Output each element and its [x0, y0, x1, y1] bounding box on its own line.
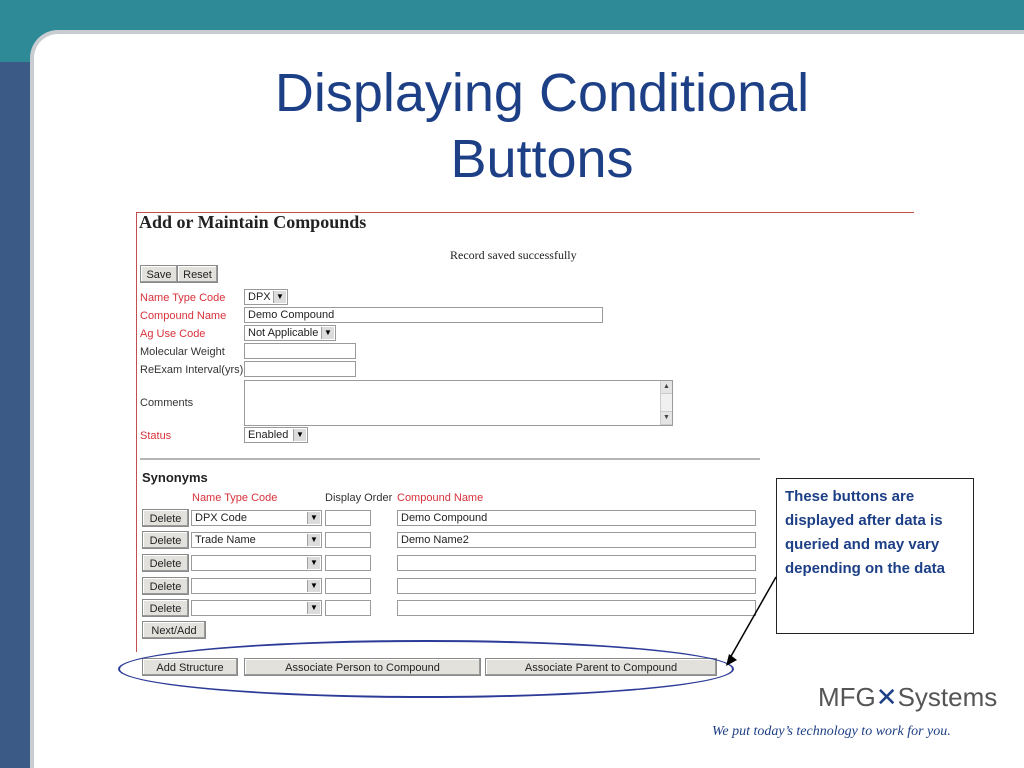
- associate-person-button[interactable]: Associate Person to Compound: [244, 658, 481, 676]
- name-type-code-value: DPX: [248, 291, 271, 303]
- chevron-down-icon: ▼: [307, 512, 320, 524]
- slide-title-line2: Buttons: [450, 129, 634, 189]
- next-add-button[interactable]: Next/Add: [142, 621, 206, 639]
- compound-name-label: Compound Name: [140, 310, 227, 322]
- synonyms-header-display-order: Display Order: [325, 492, 393, 504]
- synonym-name-type-value: Trade Name: [195, 534, 256, 546]
- scroll-down-icon[interactable]: ▼: [661, 411, 672, 425]
- synonym-delete-button[interactable]: Delete: [142, 554, 189, 572]
- synonyms-header-name-type: Name Type Code: [192, 492, 278, 504]
- synonyms-header-compound-name: Compound Name: [397, 492, 484, 504]
- save-button[interactable]: Save: [140, 265, 178, 283]
- add-structure-button[interactable]: Add Structure: [142, 658, 238, 676]
- synonym-delete-button[interactable]: Delete: [142, 531, 189, 549]
- associate-parent-button[interactable]: Associate Parent to Compound: [485, 658, 717, 676]
- status-value: Enabled: [248, 429, 289, 441]
- chevron-down-icon: ▼: [321, 327, 334, 339]
- synonym-name-type-value: DPX Code: [195, 512, 247, 524]
- logo-swirl-icon: ✕: [875, 682, 898, 712]
- synonym-delete-button[interactable]: Delete: [142, 509, 189, 527]
- synonyms-title: Synonyms: [142, 470, 208, 485]
- chevron-down-icon: ▼: [307, 602, 320, 614]
- status-label: Status: [140, 430, 172, 442]
- synonym-compound-name-input[interactable]: Demo Compound: [397, 510, 756, 526]
- save-message: Record saved successfully: [450, 248, 577, 262]
- chevron-down-icon: ▼: [307, 580, 320, 592]
- chevron-down-icon: ▼: [293, 429, 306, 441]
- compound-name-input[interactable]: Demo Compound: [244, 307, 603, 323]
- ag-use-code-value: Not Applicable: [248, 327, 319, 339]
- synonym-delete-button[interactable]: Delete: [142, 599, 189, 617]
- molecular-weight-label: Molecular Weight: [140, 346, 225, 358]
- logo-mfg: MFG: [818, 682, 876, 712]
- logo-systems: Systems: [897, 682, 998, 712]
- comments-label: Comments: [140, 397, 194, 409]
- chevron-down-icon: ▼: [273, 291, 286, 303]
- synonym-delete-button[interactable]: Delete: [142, 577, 189, 595]
- reset-button[interactable]: Reset: [177, 265, 218, 283]
- reexam-interval-label: ReExam Interval(yrs): [140, 364, 244, 376]
- slide-title-line1: Displaying Conditional: [274, 63, 810, 123]
- company-tagline: We put today’s technology to work for you.: [712, 724, 951, 739]
- ag-use-code-label: Ag Use Code: [140, 328, 206, 340]
- synonym-compound-name-input[interactable]: Demo Name2: [397, 532, 756, 548]
- scroll-up-icon[interactable]: ▲: [661, 381, 672, 394]
- name-type-code-label: Name Type Code: [140, 292, 226, 304]
- callout-box: These buttons are displayed after data is queried and may vary depending on the data: [776, 478, 974, 634]
- chevron-down-icon: ▼: [307, 557, 320, 569]
- company-logo: [818, 682, 997, 713]
- chevron-down-icon: ▼: [307, 534, 320, 546]
- form-title: Add or Maintain Compounds: [139, 212, 367, 232]
